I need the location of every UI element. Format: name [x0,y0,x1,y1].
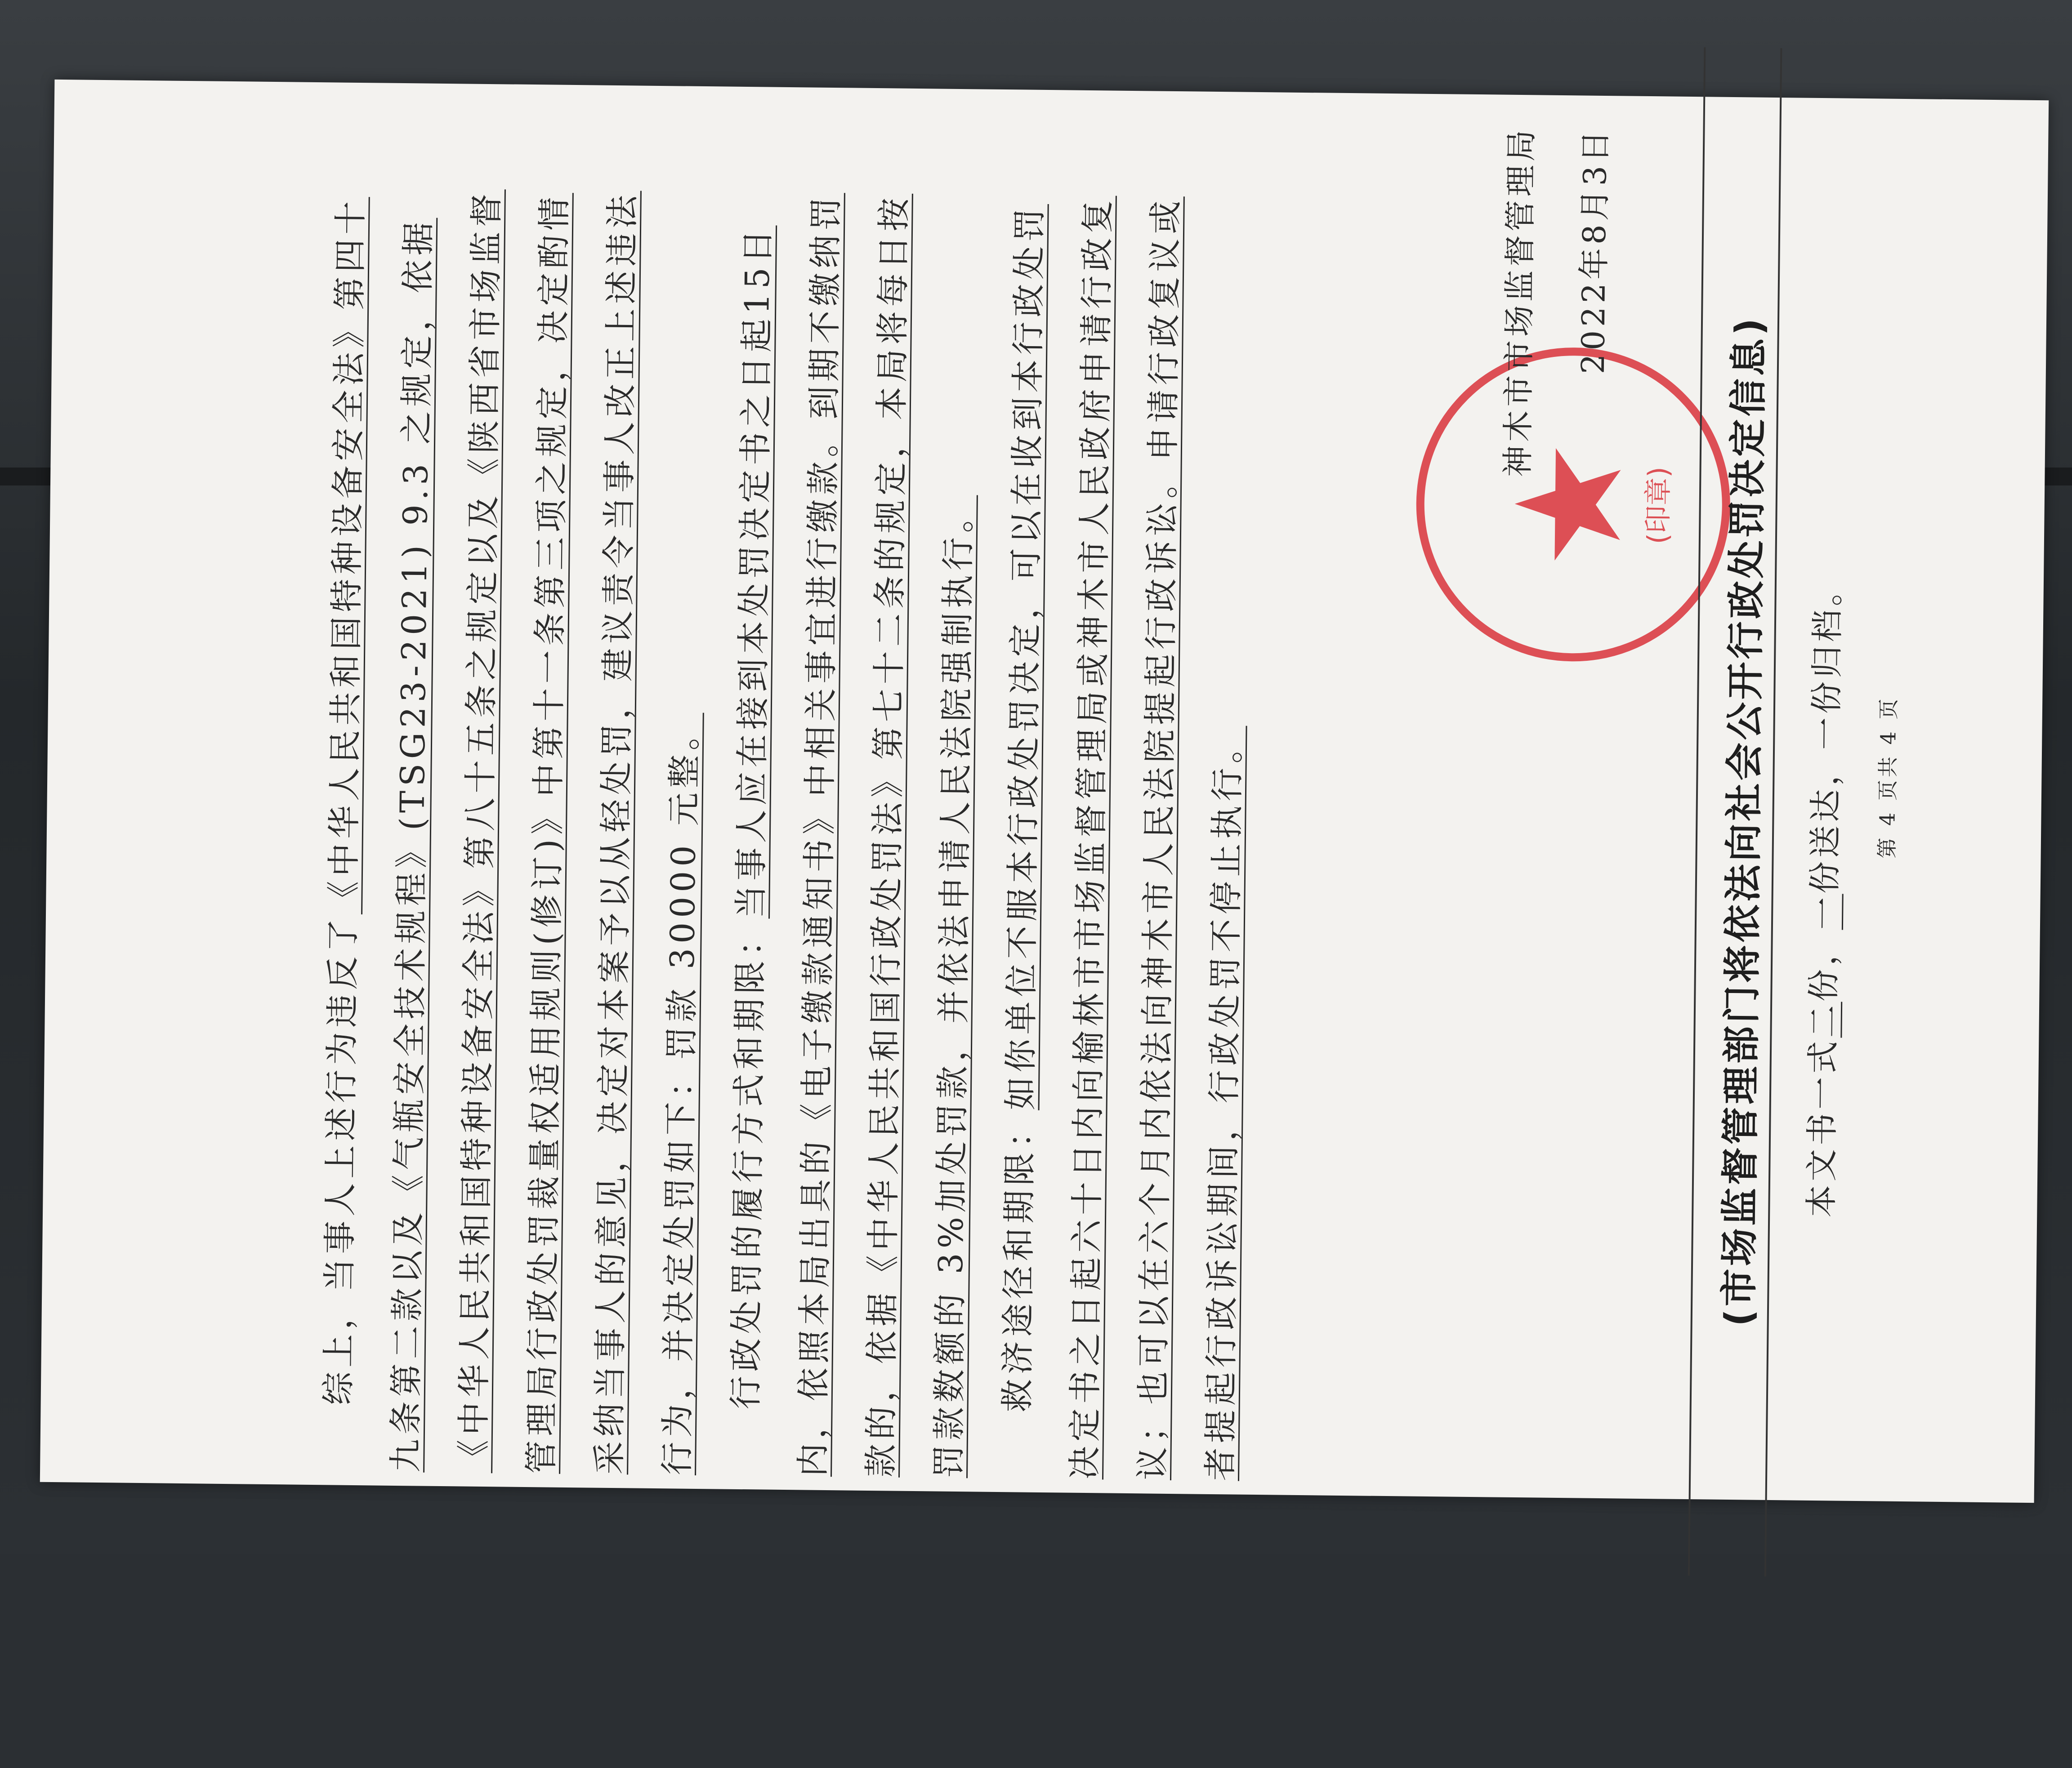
paragraph-payment-lead: 行政处罚的履行方式和期限： [726,918,770,1410]
paragraph-payment [711,172,996,1478]
paragraph-remedy [983,175,1268,1481]
issuing-agency: 神木市市场监督管理局 [1499,126,1540,477]
copies-suffix: 份送达，一份归档。 [1805,570,1847,894]
publication-notice: (市场监督管理部门将依法向社会公开行政处罚决定信息) [1716,315,1772,1327]
issue-date: 2022年8月3日 [1574,127,1614,374]
copies-line [1795,570,1849,1218]
official-seal [1401,332,1746,677]
page-number: 第 4 页共 4 页 [1875,696,1901,859]
seal-mark: (印章) [1641,466,1675,544]
paragraph-remedy-lead: 救济途径和期限： [998,1110,1040,1412]
paragraph-payment-text: 当事人应在接到本处罚决定书之日起15日内，依照本局出具的《电子缴款通知书》中相关事宜进行缴款。到期不缴纳罚款的，依据《中华人民共和国行政处罚法》第七十二条的规定，本局将每日按罚款数额的 3%加处罚款，并依法申请人民法院强制执行。 [732,192,978,1479]
paragraph-conclusion [304,168,725,1475]
document-sheet [40,80,2049,1503]
divider-top [1688,47,1706,1576]
document-page-rotated [70,94,2018,1489]
copies-delivered: 一 [1805,893,1844,930]
paragraph-conclusion-text: 《中华人民共和国特种设备安全法》第四十九条第二款以及《气瓶安全技术规程》(TSG23-2021) 9.3 之规定，依据《中华人民共和国特种设备安全法》第八十五条之规定以及《陕西省市场监督管理局行政处罚裁量权适用规则(修订)》中第十一条第三项之规定，决定酌情采纳当事人的意见，决定对本案予以从轻处罚，建议责令当事人改正上述违法行为，并决定处罚如下：罚款 30000 元整。 [324,189,705,1475]
paragraph-conclusion-lead: 综上，当事人上述行为违反了 [319,914,363,1406]
copies-prefix: 本文书一式 [1802,1037,1842,1218]
copies-total: 二 [1804,1001,1843,1038]
copies-mid: 份， [1804,929,1843,1002]
decision-body [304,168,1268,1481]
paragraph-remedy-text: 如你单位不服本行政处罚决定，可以在收到本行政处罚决定书之日起六十日内向榆林市市场监督管理局或神木市人民政府申请行政复议；也可以在六个月内依法向神木市人民法院提起行政诉讼。申请行政复议或者提起行政诉讼期间，行政处罚不停止执行。 [1001,195,1248,1481]
